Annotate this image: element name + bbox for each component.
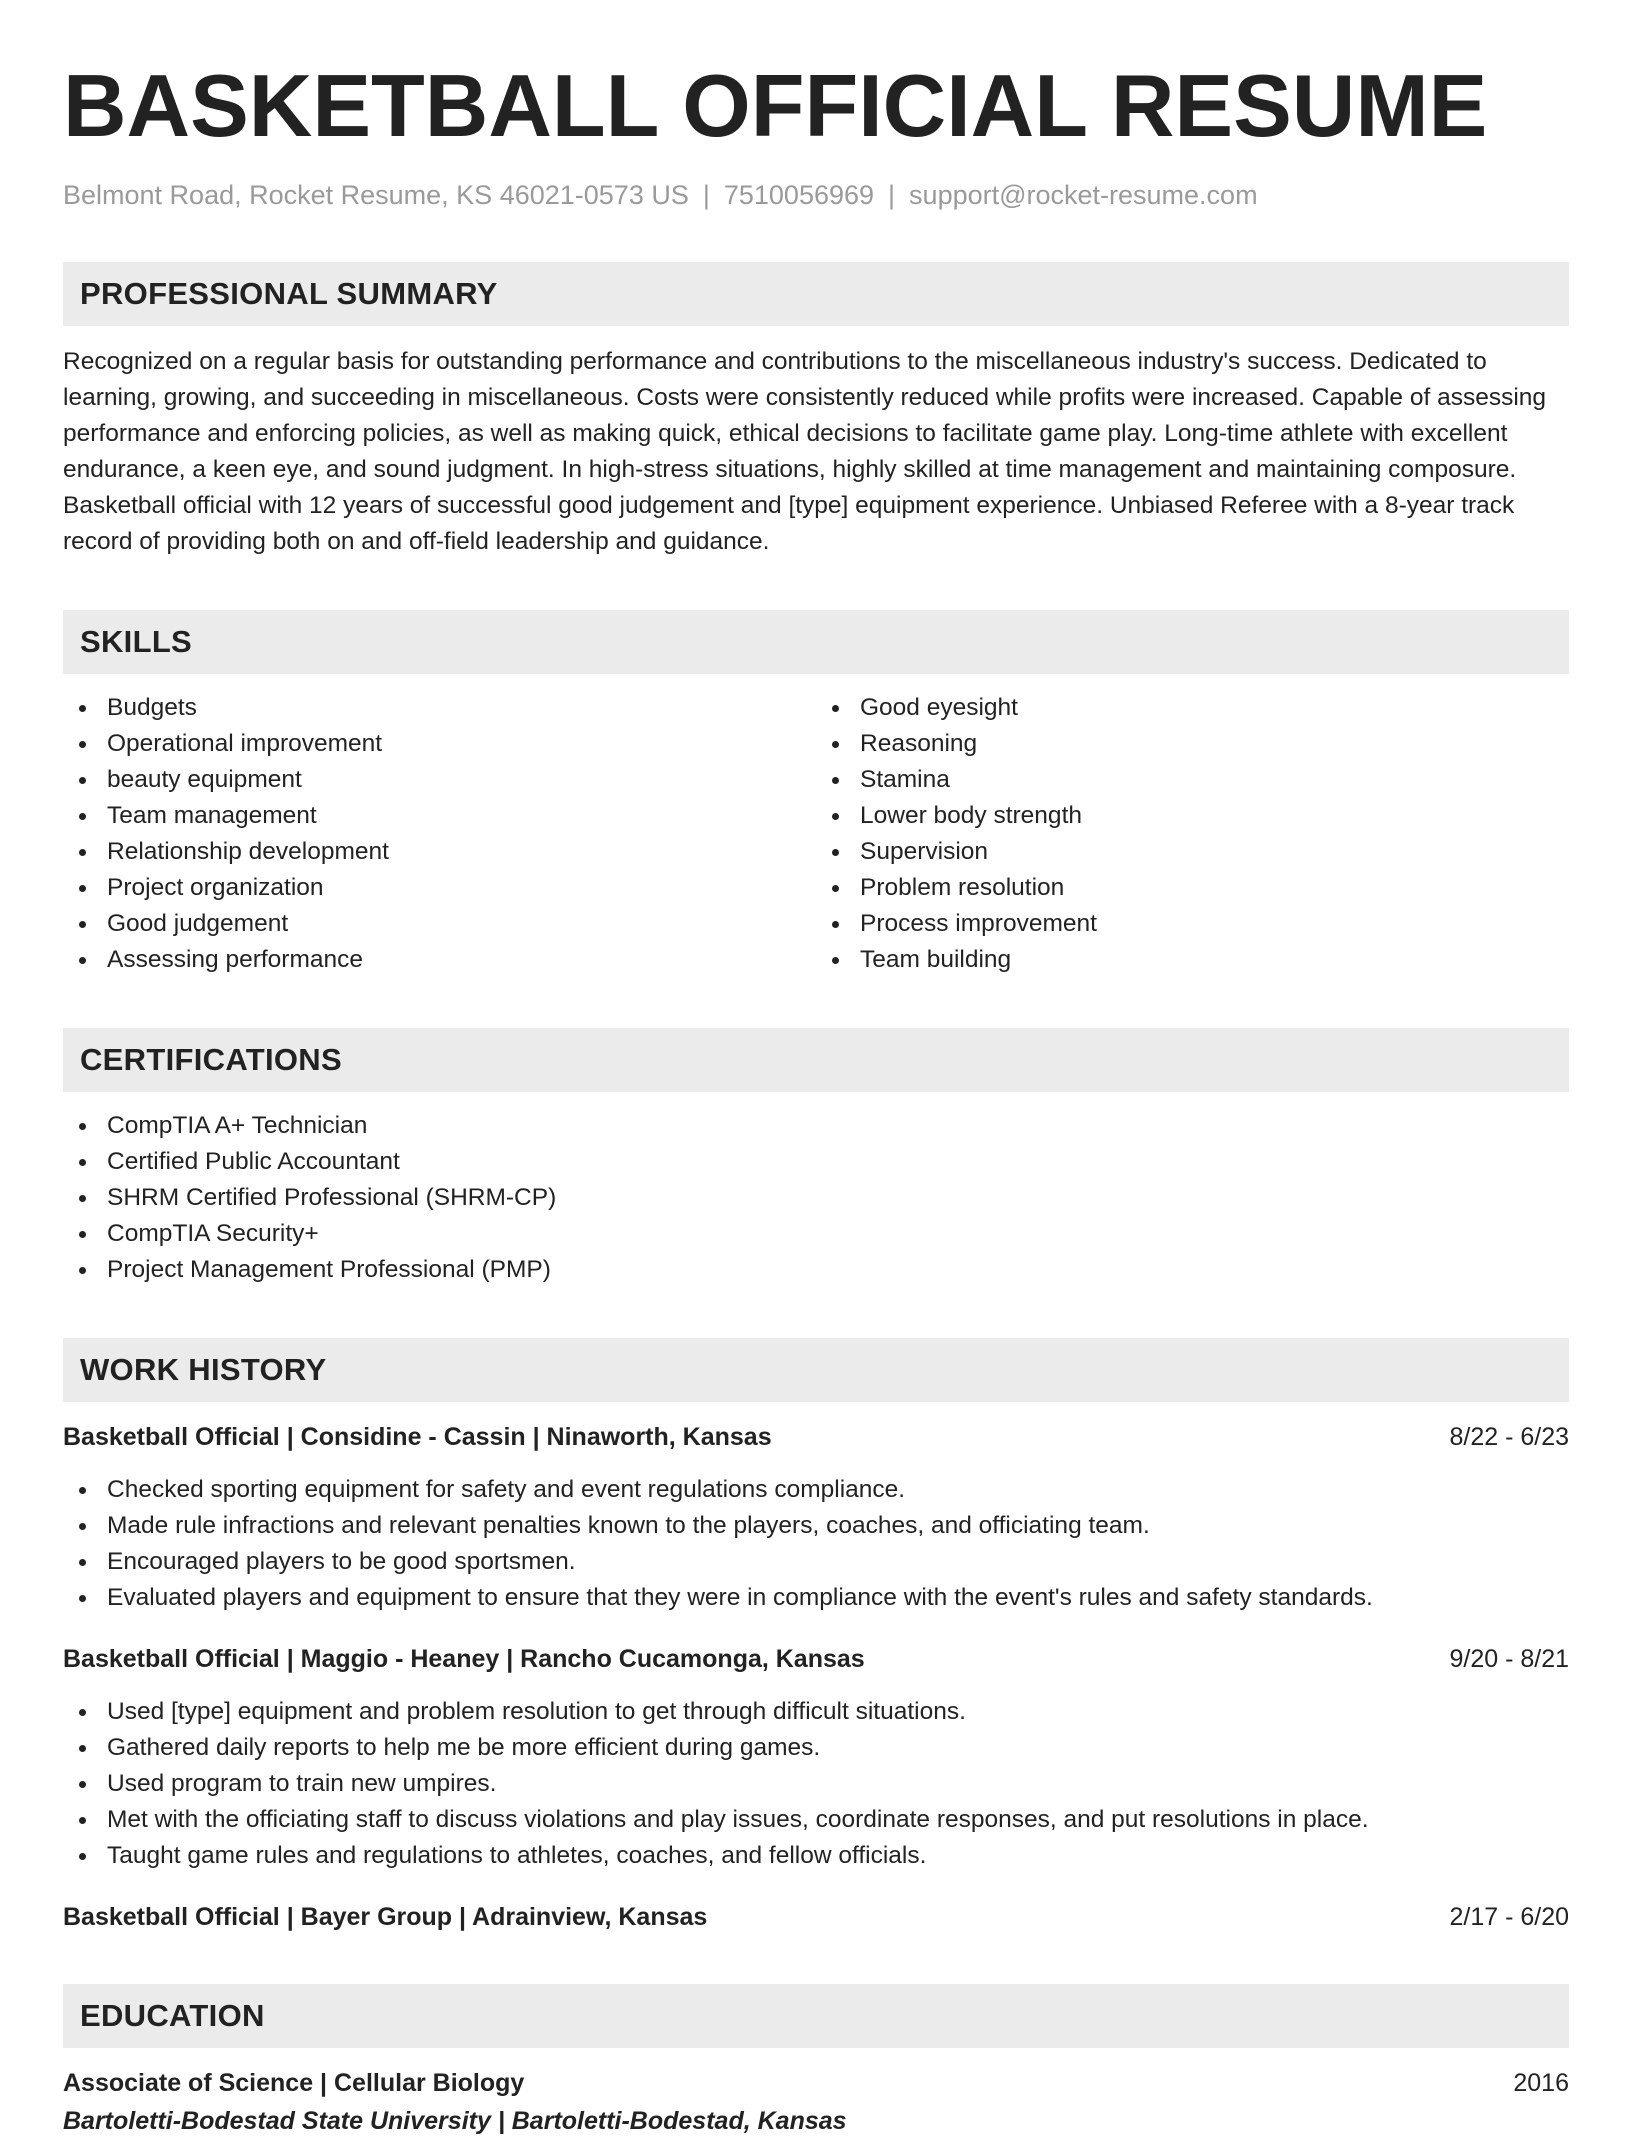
skill-item: Good judgement	[63, 906, 816, 942]
job-duties-list	[63, 1694, 1569, 1874]
skills-list-right	[816, 690, 1569, 978]
certification-item: CompTIA Security+	[63, 1216, 1569, 1252]
skill-item: Lower body strength	[816, 798, 1569, 834]
job-entry	[63, 1642, 1569, 1874]
certification-item: Certified Public Accountant	[63, 1144, 1569, 1180]
skill-item: Relationship development	[63, 834, 816, 870]
skill-item: Team management	[63, 798, 816, 834]
skill-item: Reasoning	[816, 726, 1569, 762]
job-duty-item: Gathered daily reports to help me be more efficient during games.	[63, 1730, 1569, 1766]
contact-separator: |	[702, 180, 710, 210]
skill-item: Stamina	[816, 762, 1569, 798]
job-entry	[63, 1900, 1569, 1934]
section-heading-skills: SKILLS	[63, 610, 1569, 674]
job-duty-item: Made rule infractions and relevant penalties known to the players, coaches, and officiating team.	[63, 1508, 1569, 1544]
section-heading-education: EDUCATION	[63, 1984, 1569, 2048]
section-heading-summary: PROFESSIONAL SUMMARY	[63, 262, 1569, 326]
skills-list-left	[63, 690, 816, 978]
job-duty-item: Met with the officiating staff to discuss violations and play issues, coordinate responses, and put resolutions in place.	[63, 1802, 1569, 1838]
education-year: 2016	[1513, 2069, 1569, 2097]
job-dates: 9/20 - 8/21	[1449, 1645, 1569, 1673]
job-duty-item: Taught game rules and regulations to athletes, coaches, and fellow officials.	[63, 1838, 1569, 1874]
section-heading-certifications: CERTIFICATIONS	[63, 1028, 1569, 1092]
job-title: Basketball Official | Maggio - Heaney | Rancho Cucamonga, Kansas	[63, 1645, 865, 1673]
education-degree: Associate of Science | Cellular Biology	[63, 2069, 525, 2097]
skill-item: Process improvement	[816, 906, 1569, 942]
certification-item: SHRM Certified Professional (SHRM-CP)	[63, 1180, 1569, 1216]
job-header	[63, 1642, 1569, 1676]
job-title: Basketball Official | Bayer Group | Adrainview, Kansas	[63, 1903, 708, 1931]
job-entry	[63, 1420, 1569, 1616]
education-header	[63, 2066, 1569, 2100]
skills-columns	[63, 690, 1569, 978]
skill-item: Project organization	[63, 870, 816, 906]
certifications-list	[63, 1108, 1569, 1288]
contact-address: Belmont Road, Rocket Resume, KS 46021-0573 US	[63, 180, 689, 210]
contact-separator: |	[888, 180, 896, 210]
skill-item: Team building	[816, 942, 1569, 978]
resume-title: BASKETBALL OFFICIAL RESUME	[63, 56, 1488, 155]
summary-text: Recognized on a regular basis for outstanding performance and contributions to the miscellaneous industry's success. Dedicated to learning, growing, and succeeding in miscellaneous. Costs were consistently reduced while profits were increased. Capable of assessing performance and enforcing policies, as well as making quick, ethical decisions to facilitate game play. Long-time athlete with excellent endurance, a keen eye, and sound judgment. In high-stress situations, highly skilled at time management and maintaining composure. Basketball official with 12 years of successful good judgement and [type] equipment experience. Unbiased Referee with a 8-year track record of providing both on and off-field leadership and guidance.	[63, 348, 1547, 555]
job-header	[63, 1420, 1569, 1454]
contact-phone: 7510056969	[723, 180, 875, 210]
skill-item: Operational improvement	[63, 726, 816, 762]
contact-line	[63, 178, 1569, 212]
job-dates: 2/17 - 6/20	[1449, 1903, 1569, 1931]
skill-item: Good eyesight	[816, 690, 1569, 726]
skill-item: Assessing performance	[63, 942, 816, 978]
education-school: Bartoletti-Bodestad State University | Bartoletti-Bodestad, Kansas	[63, 2107, 847, 2135]
job-duty-item: Encouraged players to be good sportsmen.	[63, 1544, 1569, 1580]
contact-email: support@rocket-resume.com	[909, 180, 1258, 210]
certification-item: Project Management Professional (PMP)	[63, 1252, 1569, 1288]
job-duties-list	[63, 1472, 1569, 1616]
job-duty-item: Used [type] equipment and problem resolution to get through difficult situations.	[63, 1694, 1569, 1730]
skill-item: Supervision	[816, 834, 1569, 870]
job-dates: 8/22 - 6/23	[1449, 1423, 1569, 1451]
job-duty-item: Checked sporting equipment for safety and event regulations compliance.	[63, 1472, 1569, 1508]
job-duty-item: Evaluated players and equipment to ensure that they were in compliance with the event's rules and safety standards.	[63, 1580, 1569, 1616]
skill-item: beauty equipment	[63, 762, 816, 798]
job-header	[63, 1900, 1569, 1934]
certification-item: CompTIA A+ Technician	[63, 1108, 1569, 1144]
job-duty-item: Used program to train new umpires.	[63, 1766, 1569, 1802]
skill-item: Budgets	[63, 690, 816, 726]
skill-item: Problem resolution	[816, 870, 1569, 906]
job-title: Basketball Official | Considine - Cassin | Ninaworth, Kansas	[63, 1423, 772, 1451]
section-heading-work-history: WORK HISTORY	[63, 1338, 1569, 1402]
